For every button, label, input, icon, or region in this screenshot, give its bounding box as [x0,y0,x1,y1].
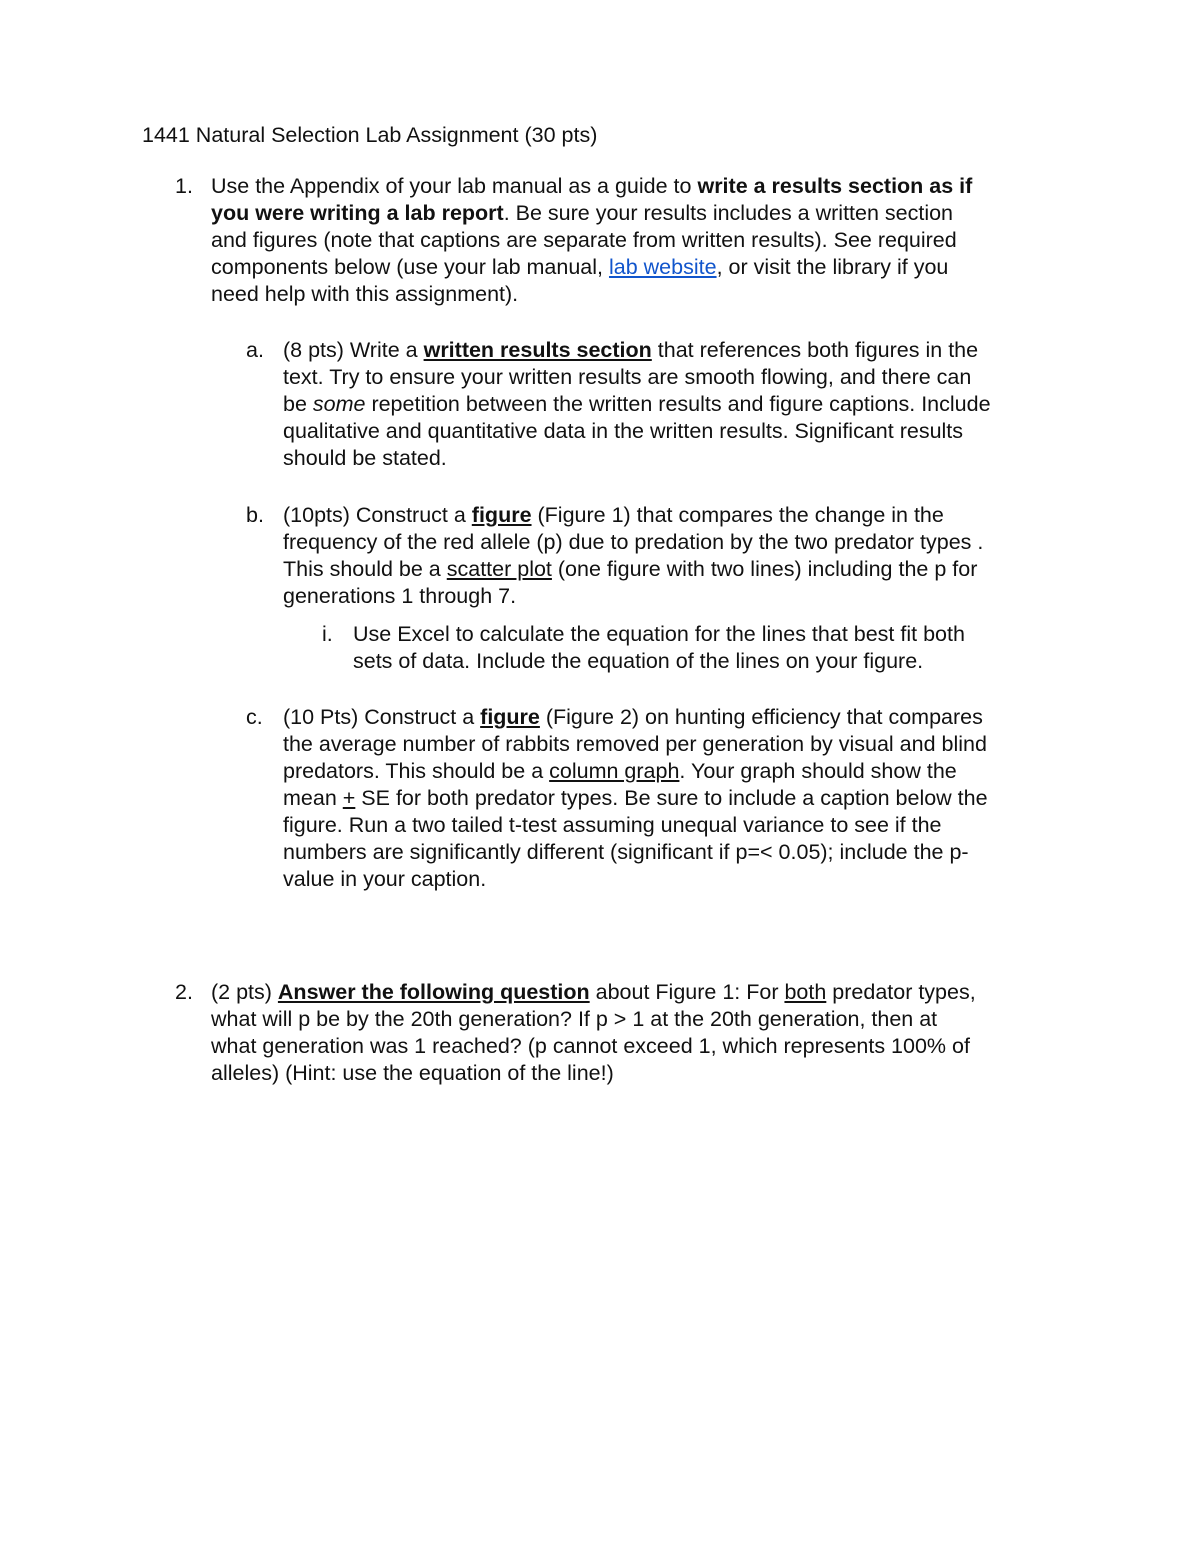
underlined-emphasis: both [784,980,827,1004]
subitem-a-line-5: should be stated. [283,446,447,470]
italic-emphasis: some [312,392,366,416]
subitem-b-i-text [353,621,965,675]
subitem-b-letter: b. [246,503,264,527]
text-span: (Figure 1) that compares the change in the [531,503,944,527]
question-2-line-4: alleles) (Hint: use the equation of the line!) [211,1061,614,1085]
bold-underlined-emphasis: written results section [423,338,652,362]
plus-minus-symbol: + [342,786,356,810]
subitem-c-line-3 [283,758,988,785]
bold-underlined-emphasis: Answer the following question [277,980,590,1004]
subitem-c-letter: c. [246,705,263,729]
underlined-emphasis: column graph [549,759,680,783]
subitem-a-letter: a. [246,338,264,362]
question-1-line-2 [211,200,972,227]
subitem-a-line-2: text. Try to ensure your written results are smooth flowing, and there can [283,365,972,389]
lab-website-link[interactable]: lab website [608,255,717,279]
subitem-b-i-line-2: sets of data. Include the equation of the lines on your figure. [353,649,924,673]
text-span: predators. This should be a [283,759,550,783]
subitem-c-line-6: numbers are significantly different (significant if p=< 0.05); include the p- [283,840,969,864]
text-span: (2 pts) [211,980,278,1004]
subitem-b-text [283,502,983,610]
subitem-b-i-numeral: i. [322,622,333,646]
text-span: This should be a [283,557,447,581]
subitem-a-text [283,337,991,472]
text-span: that references both figures in the [651,338,979,362]
document-title: 1441 Natural Selection Lab Assignment (30 pts) [142,123,598,147]
text-span: , or visit the library if you [716,255,949,279]
question-1-line-5: need help with this assignment). [211,282,519,306]
subitem-c-text [283,704,988,893]
text-span: be [283,392,313,416]
question-1-line-4 [211,254,972,281]
text-span: components below (use your lab manual, [211,255,609,279]
question-2-line-1 [211,979,976,1006]
text-span: (8 pts) Write a [283,338,424,362]
subitem-b-line-1 [283,502,983,529]
question-2-line-2: what will p be by the 20th generation? If p > 1 at the 20th generation, then at [211,1007,938,1031]
question-2-line-3: what generation was 1 reached? (p cannot exceed 1, which represents 100% of [211,1034,970,1058]
text-span: about Figure 1: For [589,980,785,1004]
text-span: predator types, [826,980,976,1004]
bold-emphasis: you were writing a lab report [211,201,504,225]
text-span: Use the Appendix of your lab manual as a guide to [211,174,698,198]
bold-underlined-emphasis: figure [480,705,540,729]
text-span: SE for both predator types. Be sure to include a caption below the [355,786,988,810]
text-span: repetition between the written results and figure captions. Include [365,392,991,416]
bold-emphasis: write a results section as if [697,174,973,198]
question-1-text [211,173,972,308]
subitem-a-line-4: qualitative and quantitative data in the written results. Significant results [283,419,964,443]
text-span: . Be sure your results includes a written section [503,201,954,225]
subitem-c-line-2: the average number of rabbits removed per generation by visual and blind [283,732,987,756]
text-span: (Figure 2) on hunting efficiency that compares [539,705,983,729]
text-span: (10pts) Construct a [283,503,472,527]
bold-underlined-emphasis: figure [471,503,532,527]
question-1-line-1 [211,173,972,200]
subitem-a-line-1 [283,337,991,364]
subitem-b-line-3 [283,556,983,583]
question-1-line-3: and figures (note that captions are separate from written results). See required [211,228,957,252]
text-span: (10 Pts) Construct a [283,705,481,729]
underlined-emphasis: scatter plot [446,557,552,581]
question-2-text [211,979,976,1087]
question-2-number: 2. [175,980,193,1004]
subitem-c-line-1 [283,704,988,731]
subitem-b-line-4: generations 1 through 7. [283,584,517,608]
question-1-number: 1. [175,174,193,198]
subitem-c-line-4 [283,785,988,812]
text-span: (one figure with two lines) including the p for [551,557,978,581]
subitem-a-line-3 [283,391,991,418]
subitem-c-line-7: value in your caption. [283,867,487,891]
subitem-c-line-5: figure. Run a two tailed t-test assuming unequal variance to see if the [283,813,942,837]
text-span: . Your graph should show the [679,759,957,783]
subitem-b-line-2: frequency of the red allele (p) due to predation by the two predator types . [283,530,984,554]
subitem-b-i-line-1: Use Excel to calculate the equation for the lines that best fit both [353,622,965,646]
text-span: mean [283,786,343,810]
